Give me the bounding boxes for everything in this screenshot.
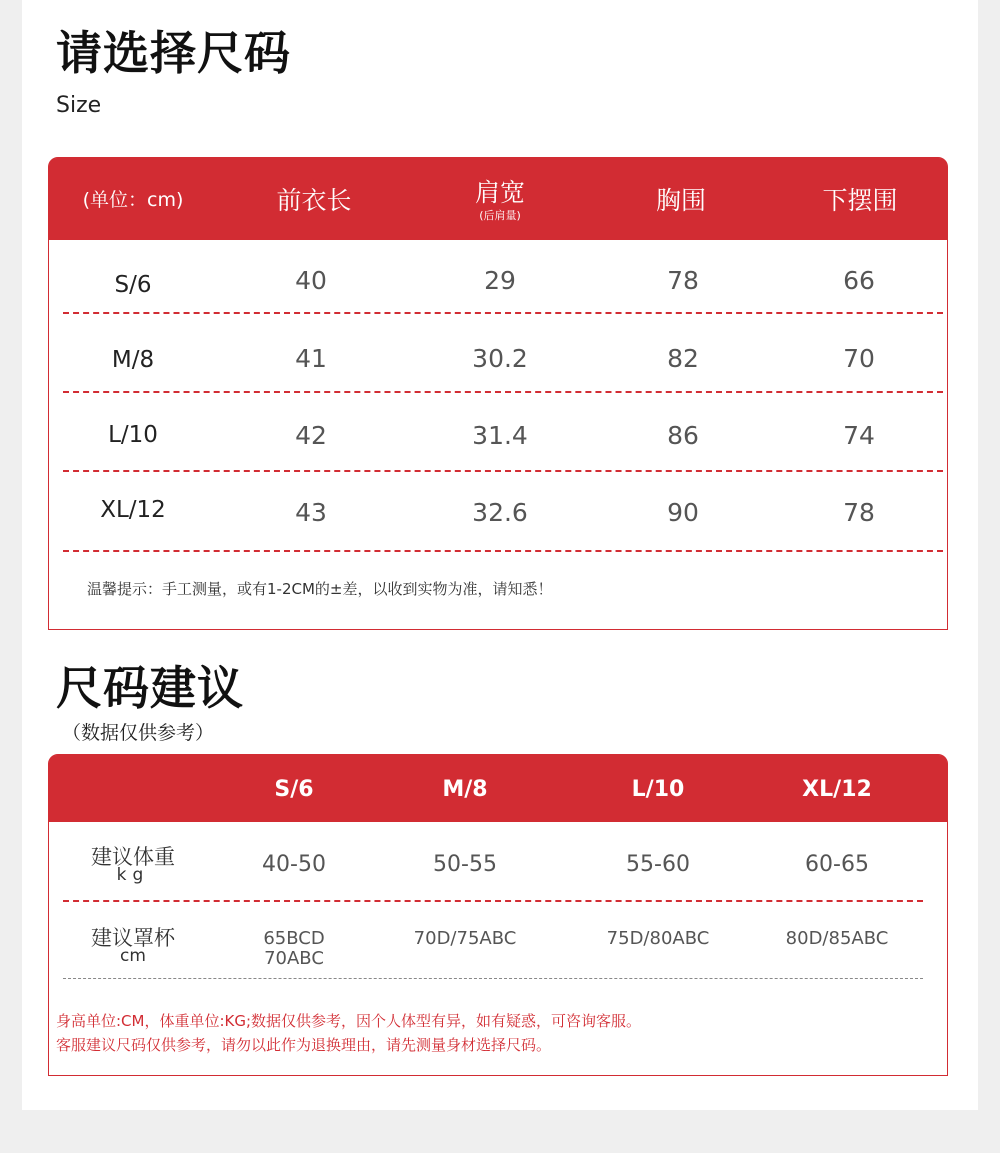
row-chest: 86 <box>667 421 699 450</box>
row-hem: 70 <box>843 344 875 373</box>
advice-header-m: M/8 <box>442 777 488 802</box>
row-length: 41 <box>295 344 327 373</box>
cup-s-line2: 70ABC <box>264 948 324 969</box>
row-length: 42 <box>295 421 327 450</box>
row-shoulder: 31.4 <box>472 421 528 450</box>
advice-section-title: 尺码建议 <box>56 661 244 715</box>
size-advice-table <box>48 754 948 1076</box>
size-section-subtitle: Size <box>56 93 102 118</box>
row-chest: 78 <box>667 266 699 295</box>
cup-m: 70D/75ABC <box>413 928 517 949</box>
advice-note-1: 身高单位:CM，体重单位:KG;数据仅供参考，因个人体型有异，如有疑惑，可咨询客服。 <box>56 1012 642 1030</box>
row-divider <box>63 550 943 552</box>
row-hem: 74 <box>843 421 875 450</box>
advice-note-2: 客服建议尺码仅供参考，请勿以此作为退换理由，请先测量身材选择尺码。 <box>56 1036 552 1054</box>
row-shoulder: 29 <box>484 266 516 295</box>
header-shoulder: 肩宽 <box>474 178 526 207</box>
page-sheet <box>22 0 978 1110</box>
header-chest: 胸围 <box>655 186 707 215</box>
row-chest: 82 <box>667 344 699 373</box>
row-size: S/6 <box>114 272 152 298</box>
advice-header-s: S/6 <box>274 777 314 802</box>
row-divider <box>63 900 923 902</box>
cup-label: 建议罩杯 <box>91 926 175 950</box>
row-divider <box>63 391 943 393</box>
weight-xl: 60-65 <box>805 852 869 877</box>
header-shoulder-note: (后肩量) <box>479 209 521 222</box>
size-section-title: 请选择尺码 <box>56 26 291 80</box>
advice-header <box>49 755 947 822</box>
size-chart-table <box>48 157 948 630</box>
advice-section-subtitle: （数据仅供参考） <box>62 722 215 744</box>
row-size: L/10 <box>108 422 158 448</box>
row-chest: 90 <box>667 498 699 527</box>
row-length: 40 <box>295 266 327 295</box>
size-chart-header <box>49 158 947 240</box>
row-length: 43 <box>295 498 327 527</box>
header-unit: (单位：cm) <box>82 189 184 211</box>
weight-s: 40-50 <box>262 852 326 877</box>
header-hem: 下摆围 <box>822 186 898 215</box>
cup-unit: cm <box>120 946 146 966</box>
advice-header-xl: XL/12 <box>802 777 872 802</box>
measurement-tip: 温馨提示：手工测量，或有1-2CM的±差，以收到实物为准，请知悉！ <box>87 580 553 598</box>
row-shoulder: 32.6 <box>472 498 528 527</box>
row-divider <box>63 470 943 472</box>
row-shoulder: 30.2 <box>472 344 528 373</box>
cup-xl: 80D/85ABC <box>785 928 889 949</box>
weight-label: 建议体重 <box>91 845 175 869</box>
row-size: XL/12 <box>100 497 166 523</box>
row-divider <box>63 978 923 979</box>
weight-m: 50-55 <box>433 852 497 877</box>
row-hem: 66 <box>843 266 875 295</box>
weight-unit: kg <box>116 865 150 885</box>
weight-l: 55-60 <box>626 852 690 877</box>
advice-header-l: L/10 <box>631 777 685 802</box>
row-divider <box>63 312 943 314</box>
header-length: 前衣长 <box>276 186 352 215</box>
row-hem: 78 <box>843 498 875 527</box>
row-size: M/8 <box>111 347 155 373</box>
cup-s-line1: 65BCD <box>263 928 325 949</box>
cup-l: 75D/80ABC <box>606 928 710 949</box>
